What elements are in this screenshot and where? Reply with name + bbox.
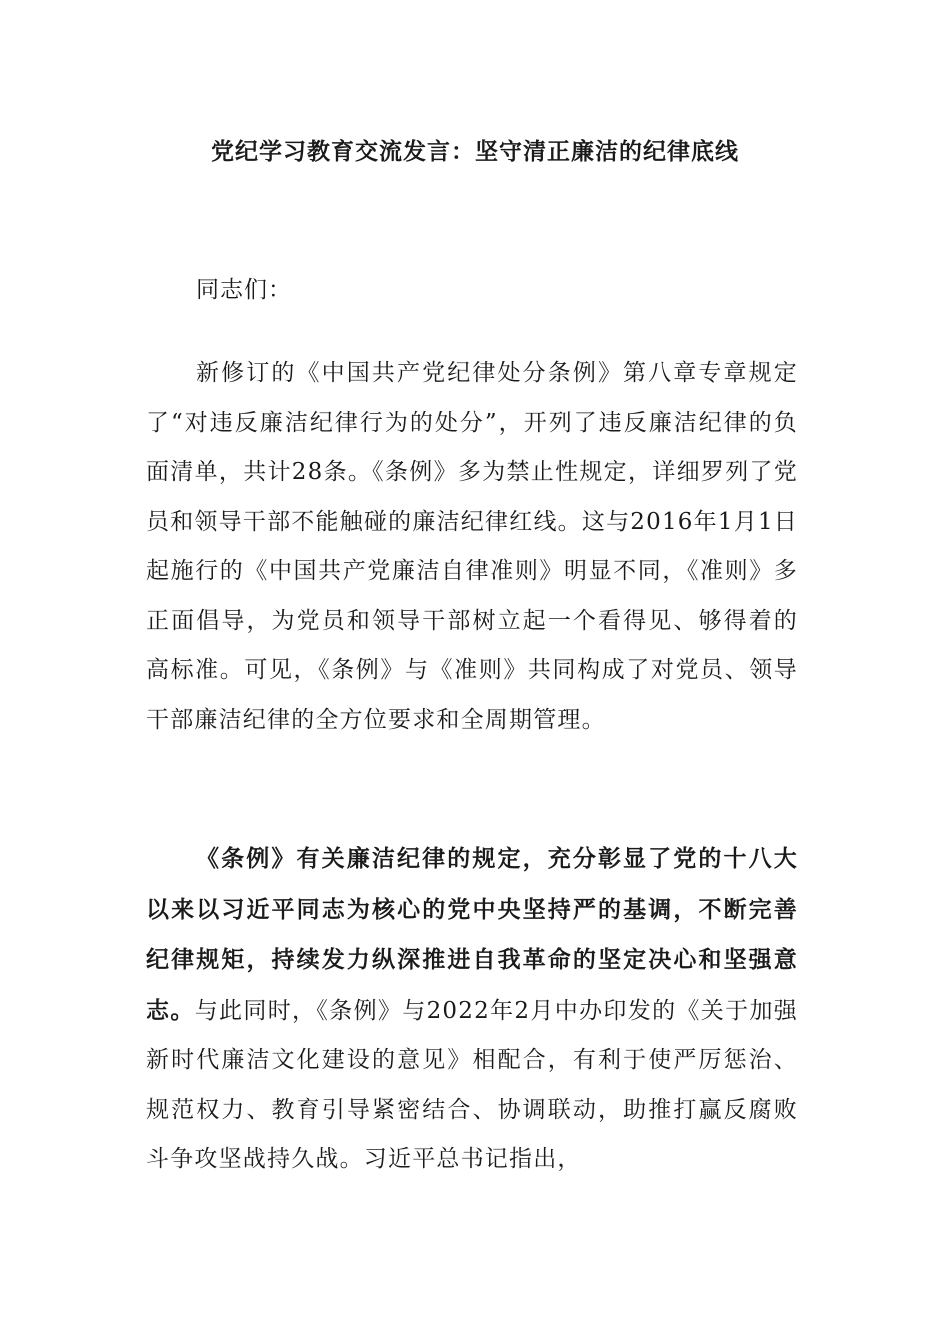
paragraph-2-bold-text: 《条例》有关廉洁纪律的规定，充分彰显了党的十八大以来以习近平同志为核心的党中央坚持严的基调，不断完善纪律规矩，持续发力纵深推进自我革命的坚定决心和坚强意志。 [146,845,798,1024]
document-title: 党纪学习教育交流发言：坚守清正廉洁的纪律底线 [211,138,739,165]
paragraph-2-text: 与此同时，《条例》与2022年2月中办印发的《关于加强新时代廉洁文化建设的意见》相配合，有利于使严厉惩治、规范权力、教育引导紧密结合、协调联动，助推打赢反腐败斗争攻坚战持久战。习近平总书记指出， [146,997,798,1172]
paragraph-1: 新修订的《中国共产党纪律处分条例》第八章专章规定了“对违反廉洁纪律行为的处分”，开列了违反廉洁纪律的负面清单，共计28条。《条例》多为禁止性规定，详细罗列了党员和领导干部不能触碰的廉洁纪律红线。这与2016年1月1日起施行的《中国共产党廉洁自律准则》明显不同，《准则》多正面倡导，为党员和领导干部树立起一个看得见、够得着的高标准。可见，《条例》与《准则》共同构成了对党员、领导干部廉洁纪律的全方位要求和全周期管理。 [146,360,798,733]
paragraph-2 [146,834,798,1185]
greeting: 同志们： [196,277,292,303]
